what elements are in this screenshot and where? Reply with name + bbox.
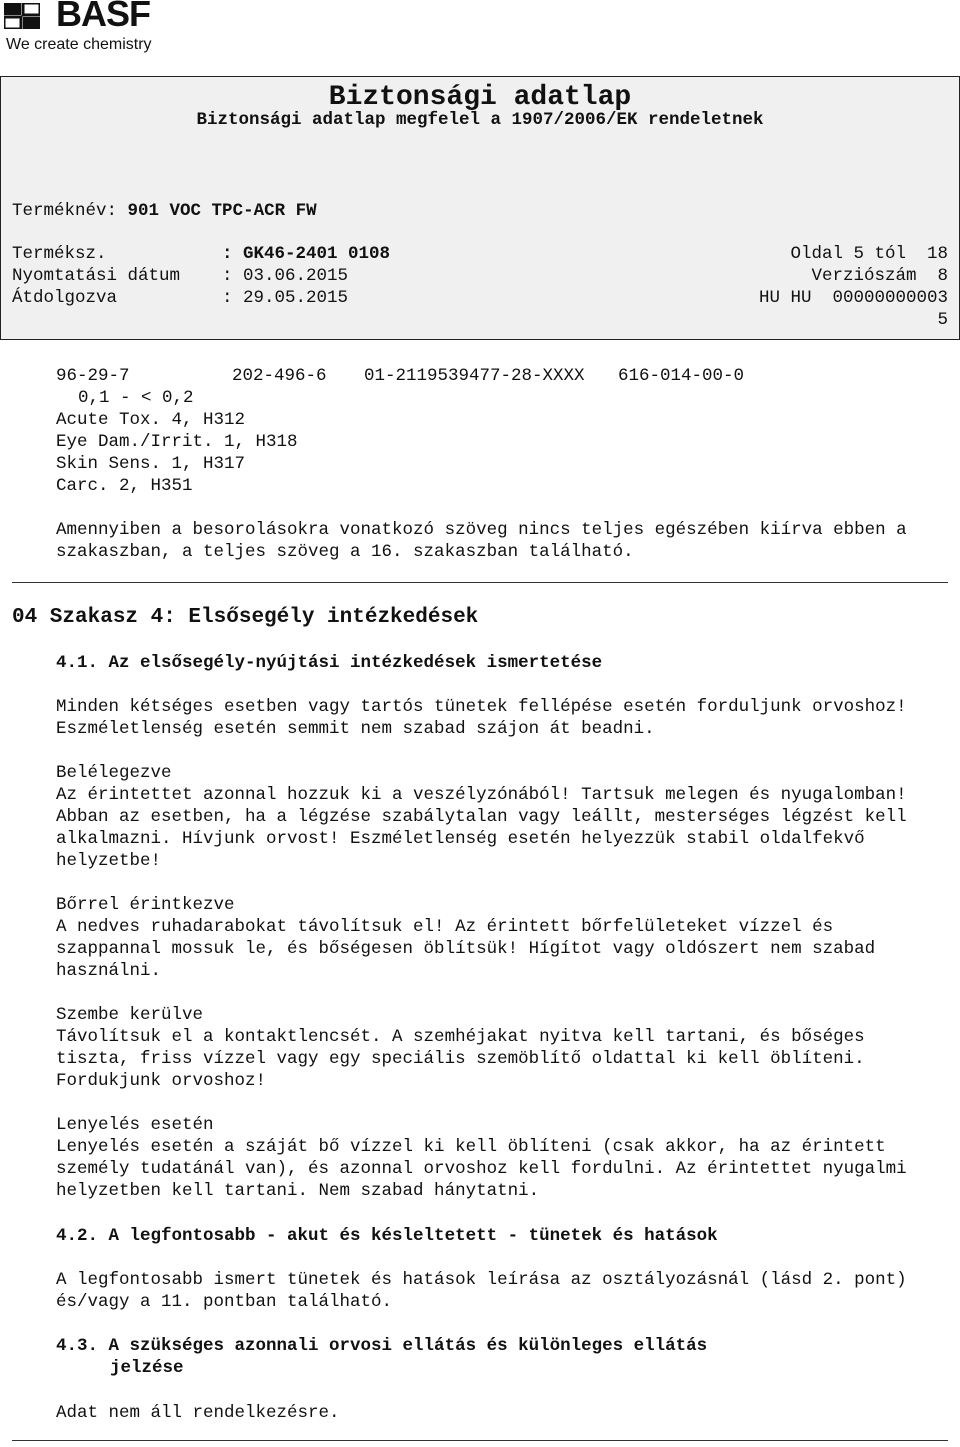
hazard-line: Carc. 2, H351 bbox=[56, 476, 193, 496]
basf-wordmark: BASF bbox=[56, 0, 150, 34]
eye-contact-line: Fordukjunk orvoshoz! bbox=[56, 1071, 267, 1091]
general-advice-line: Eszméletlenség esetén semmit nem szabad szájon át beadni. bbox=[56, 719, 655, 739]
index-number: 616-014-00-0 bbox=[618, 366, 745, 386]
eye-contact-line: tiszta, friss vízzel vagy egy speciális szemöblítő oldattal ki kell öblíteni. bbox=[56, 1049, 865, 1069]
basf-logo-mark-icon bbox=[4, 3, 40, 29]
ec-number: 202-496-6 bbox=[232, 366, 327, 386]
skin-contact-line: A nedves ruhadarabokat távolítsuk el! Az érintett bőrfelületeket vízzel és bbox=[56, 917, 834, 937]
section-divider bbox=[12, 1440, 948, 1441]
product-name-row bbox=[12, 200, 317, 222]
product-name-label: Terméknév: bbox=[12, 201, 118, 221]
symptoms-line: és/vagy a 11. pontban található. bbox=[56, 1292, 393, 1312]
revised-value: : 29.05.2015 bbox=[222, 288, 349, 308]
inhalation-line: alkalmazni. Hívjunk orvost! Eszméletlenség esetén helyezzük stabil oldalfekvő bbox=[56, 829, 865, 849]
document-id: HU HU 00000000003 bbox=[758, 288, 948, 308]
print-date-value: : 03.06.2015 bbox=[222, 266, 349, 286]
cas-number: 96-29-7 bbox=[56, 366, 130, 386]
ingestion-line: Lenyelés esetén a száját bő vízzel ki kell öblíteni (csak akkor, ha az érintett bbox=[56, 1137, 886, 1157]
hazard-line: Eye Dam./Irrit. 1, H318 bbox=[56, 432, 298, 452]
ingestion-line: helyzetben kell tartani. Nem szabad hánytatni. bbox=[56, 1181, 540, 1201]
subsection-4-3-title-cont: jelzése bbox=[110, 1358, 184, 1378]
print-date-label: Nyomtatási dátum bbox=[12, 266, 181, 286]
skin-contact-line: használni. bbox=[56, 961, 162, 981]
concentration: 0,1 - < 0,2 bbox=[78, 388, 194, 408]
hazard-line: Skin Sens. 1, H317 bbox=[56, 454, 246, 474]
basf-tagline: We create chemistry bbox=[6, 36, 152, 53]
section-divider bbox=[12, 582, 948, 583]
reach-number: 01-2119539477-28-XXXX bbox=[364, 366, 585, 386]
classification-note-line: Amennyiben a besorolásokra vonatkozó szöveg nincs teljes egészében kiírva ebben a bbox=[56, 520, 907, 540]
eye-contact-line: Távolítsuk el a kontaktlencsét. A szemhéjakat nyitva kell tartani, és bőséges bbox=[56, 1027, 865, 1047]
general-advice-line: Minden kétséges esetben vagy tartós tünetek fellépése esetén forduljunk orvoshoz! bbox=[56, 697, 907, 717]
ingestion-title: Lenyelés esetén bbox=[56, 1115, 214, 1135]
subsection-4-1-title: 4.1. Az elsősegély-nyújtási intézkedések ismertetése bbox=[56, 653, 603, 673]
skin-contact-line: szappannal mossuk le, és bőségesen öblítsük! Hígítot vagy oldószert nem szabad bbox=[56, 939, 876, 959]
product-code-label: Terméksz. bbox=[12, 244, 107, 264]
classification-note-line: szakaszban, a teljes szöveg a 16. szakaszban található. bbox=[56, 542, 634, 562]
subsection-4-2-title: 4.2. A legfontosabb - akut és késleltetett - tünetek és hatások bbox=[56, 1226, 718, 1246]
document-title: Biztonsági adatlap bbox=[328, 82, 632, 113]
ingestion-line: személy tudatánál van), és azonnal orvoshoz kell fordulni. Az érintettet nyugalmi bbox=[56, 1159, 907, 1179]
inhalation-line: Abban az esetben, ha a légzése szabálytalan vagy leállt, mesterséges légzést kell bbox=[56, 807, 907, 827]
page-indicator: Oldal 5 tól 18 bbox=[790, 244, 948, 264]
document-id-suffix: 5 bbox=[937, 310, 948, 330]
symptoms-line: A legfontosabb ismert tünetek és hatások leírása az osztályozásnál (lásd 2. pont) bbox=[56, 1270, 907, 1290]
inhalation-title: Belélegezve bbox=[56, 763, 172, 783]
subsection-4-3-title: 4.3. A szükséges azonnali orvosi ellátás és különleges ellátás bbox=[56, 1336, 708, 1356]
eye-contact-title: Szembe kerülve bbox=[56, 1005, 204, 1025]
revised-label: Átdolgozva bbox=[12, 288, 118, 308]
hazard-line: Acute Tox. 4, H312 bbox=[56, 410, 246, 430]
product-name-value: 901 VOC TPC-ACR FW bbox=[127, 201, 317, 221]
skin-contact-title: Bőrrel érintkezve bbox=[56, 895, 235, 915]
product-code-value: : GK46-2401 0108 bbox=[222, 244, 391, 264]
section-4-heading: 04 Szakasz 4: Elsősegély intézkedések bbox=[12, 606, 479, 629]
version-label: Verziószám 8 bbox=[811, 266, 948, 286]
document-subtitle: Biztonsági adatlap megfelel a 1907/2006/EK rendeletnek bbox=[196, 110, 764, 130]
inhalation-line: helyzetbe! bbox=[56, 851, 162, 871]
medical-attention-text: Adat nem áll rendelkezésre. bbox=[56, 1403, 340, 1423]
inhalation-line: Az érintettet azonnal hozzuk ki a veszélyzónából! Tartsuk melegen és nyugalomban! bbox=[56, 785, 907, 805]
